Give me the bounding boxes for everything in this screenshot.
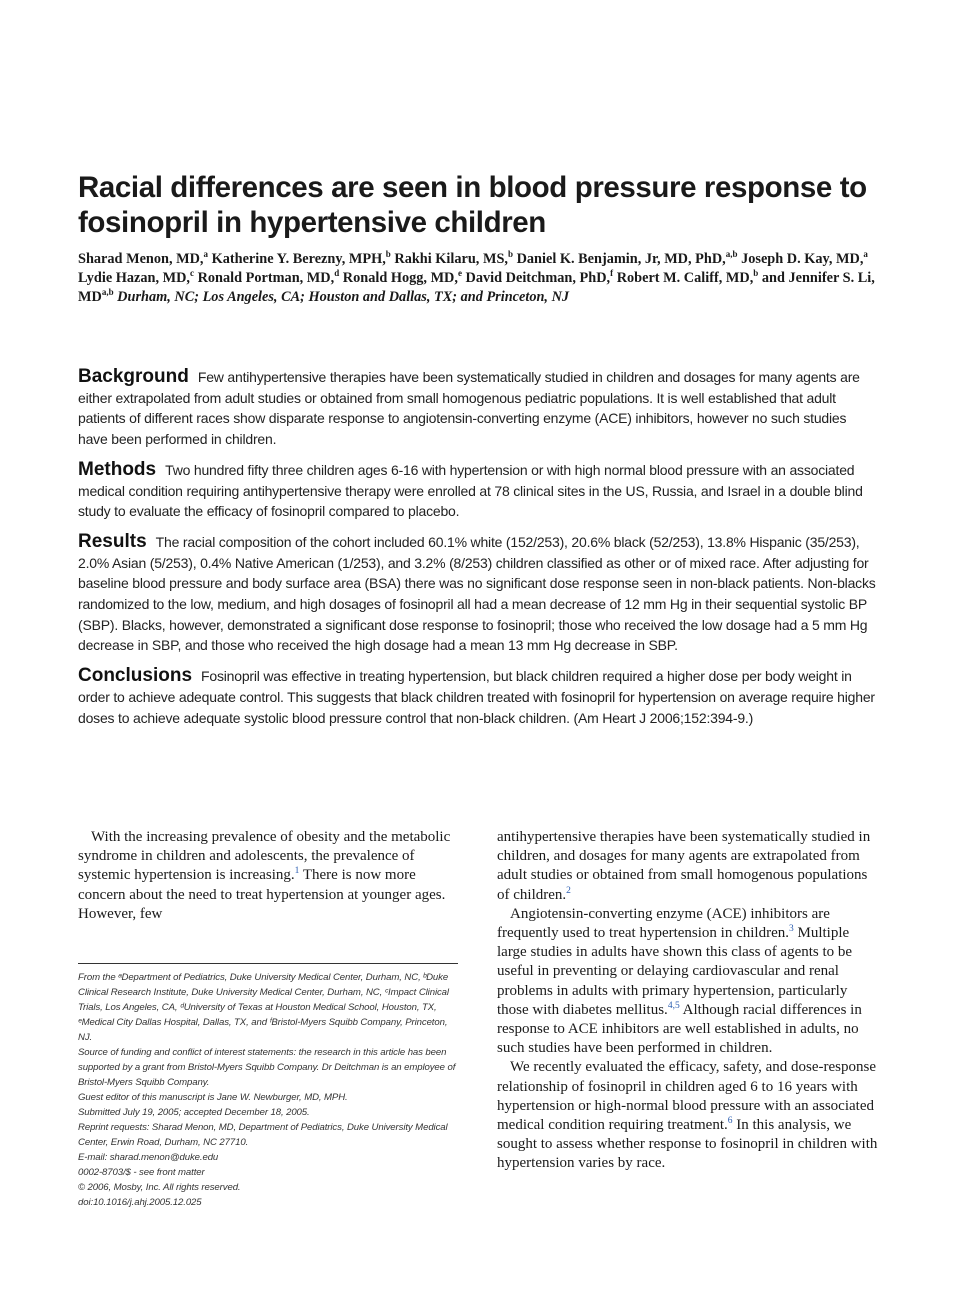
footnote-issn: 0002-8703/$ - see front matter [78,1167,205,1178]
author-affiliation-mark: c [190,268,194,279]
body-text: antihypertensive therapies have been systematically studied in children, and dosages for many agents are extrapolated from adult studies or obtained from small homogenous populations of children. [497,829,871,903]
footnote-divider [78,963,458,964]
author-name: David Deitchman, PhD, [465,270,611,286]
author-affiliation-mark: a,b [101,287,114,298]
author-list [78,250,878,307]
author-affiliation-mark: a [203,249,209,260]
abstract-heading: Background [78,366,189,387]
body-column-right [497,828,879,1174]
footnote-affiliations: From the ᵃDepartment of Pediatrics, Duke University Medical Center, Durham, NC, ᵇDuke Clinical Research Institute, Duke University Medical Center, Durham, NC, ᶜImpact Clinical Trials, Los Angeles, CA, ᵈUniversity of Texas at Houston Medical School, Houston, TX, ᵉMedical City Dallas Hospital, Dallas, TX, and ᶠBristol-Myers Squibb Company, Princeton, NJ. [78,972,449,1043]
reference-link[interactable]: 6 [727,1116,733,1127]
footnote-copyright: © 2006, Mosby, Inc. All rights reserved. [78,1182,241,1193]
abstract-text: The racial composition of the cohort included 60.1% white (152/253), 20.6% black (52/253), 13.8% Hispanic (35/253), 2.0% Asian (5/253), 0.4% Native American (1/253), and 3.2% (8/253) children classified as other or of mixed race. After adjusting for baseline blood pressure and body surface area (BSA) there was no significant dose response seen in non-black patients. Non-blacks randomized to the low, medium, and high dosages of fosinopril all had a mean decrease of 12 mm Hg in their sequential systolic BP (SBP). Blacks, however, demonstrated a significant dose response to fosinopril; those who received the low dosage had a 5 mm Hg decrease in SBP, and those who received the high dosage had a mean 13 mm Hg decrease in SBP. [78,533,876,654]
author-affiliation-mark: b [507,249,513,260]
author-name: Lydie Hazan, MD, [78,270,190,286]
abstract-methods [78,460,878,522]
abstract-heading: Methods [78,458,157,480]
author-name: and Jennifer S. Li, MD [78,270,875,305]
author-name: Daniel K. Benjamin, Jr, MD, PhD, [516,251,726,267]
reference-link[interactable]: 1 [294,866,300,877]
abstract-results [78,532,878,656]
author-affiliation-mark: e [457,268,462,279]
author-affiliation-mark: a [863,249,868,260]
abstract-conclusions [78,666,878,728]
body-text: Angiotensin-converting enzyme (ACE) inhibitors are frequently used to treat hypertension in children. [497,905,830,942]
body-paragraph [497,1058,879,1173]
body-paragraph [497,828,879,905]
body-paragraph [497,905,879,1059]
abstract-text: Few antihypertensive therapies have been systematically studied in children and dosages for many agents are either extrapolated from adult studies or obtained from small homogenous pediatric populations. It is well established that adult patients of different races show disparate response to angiotensin-converting enzyme (ACE) inhibitors, however no such studies have been performed in children. [78,369,860,448]
abstract-heading: Results [78,530,147,552]
footnote-reprints: Reprint requests: Sharad Menon, MD, Department of Pediatrics, Duke University Medical Center, Erwin Road, Durham, NC 27710. [78,1122,448,1148]
footnote-editor: Guest editor of this manuscript is Jane W. Newburger, MD, MPH. [78,1092,348,1103]
abstract-heading: Conclusions [78,665,193,687]
body-text: We recently evaluated the efficacy, safety, and dose-response relationship of fosinopril in children aged 6 to 16 years with hypertension or high-normal blood pressure with an associated medical condition requiring treatment. [497,1059,876,1134]
author-name: Ronald Hogg, MD, [342,270,458,286]
body-text: Although racial differences in response to ACE inhibitors are well established in adults, no such studies have been performed in children. [497,1001,862,1057]
author-name: Robert M. Califf, MD, [616,270,754,286]
abstract-text: Two hundred fifty three children ages 6-16 with hypertension or with high normal blood pressure with an associated medical condition requiring antihypertensive therapy were enrolled at 78 clinical sites in the US, Russia, and Israel in a double blind study to evaluate the efficacy of fosinopril compared to placebo. [78,461,863,520]
author-affiliation-mark: a,b [725,249,738,260]
body-text: There is now more concern about the need to treat hypertension at younger ages. However, few [78,867,446,922]
footnotes [78,970,460,1210]
footnote-doi: doi:10.1016/j.ahj.2005.12.025 [78,1197,202,1208]
author-name: Ronald Portman, MD, [197,270,335,286]
body-paragraph [78,828,458,924]
reference-link[interactable]: 3 [789,924,794,935]
footnote-email: E-mail: sharad.menon@duke.edu [78,1152,219,1163]
reference-link[interactable]: 2 [566,885,571,896]
reference-link[interactable]: 4,5 [667,1000,680,1011]
body-text: Multiple large studies in adults have shown this class of agents to be useful in preventing or delaying cardiovascular and renal problems in adults with primary hypertension, particularly those with diabetes mellitus. [497,925,853,1018]
author-name: Sharad Menon, MD, [78,251,204,267]
body-column-left [78,828,458,924]
body-text: In this analysis, we sought to assess whether response to fosinopril in children with hypertension varies by race. [497,1117,878,1172]
footnote-funding: Source of funding and conflict of interest statements: the research in this article has been supported by a grant from Bristol-Myers Squibb Company. Dr Deitchman is an employee of Bristol-Myers Squibb Company. [78,1047,456,1088]
abstract-text: Fosinopril was effective in treating hypertension, but black children required a higher dose per body weight in order to achieve adequate control. This suggests that black children treated with fosinopril for hypertension on average require higher doses to achieve adequate systolic blood pressure control that non-black children. (Am Heart J 2006;152:394-9.) [78,668,875,726]
author-name: Katherine Y. Berezny, MPH, [211,251,386,267]
author-affiliation-mark: f [610,268,614,279]
author-affiliation-mark: b [385,249,391,260]
body-text: With the increasing prevalence of obesity and the metabolic syndrome in children and adolescents, the prevalence of systemic hypertension is increasing. [78,829,451,884]
author-affiliation-mark: d [334,268,340,279]
abstract [78,367,878,738]
article-title: Racial differences are seen in blood pressure response to fosinopril in hypertensive children [78,171,867,239]
author-name: Rakhi Kilaru, MS, [394,251,508,267]
author-affiliation-mark: b [753,268,759,279]
author-locations: Durham, NC; Los Angeles, CA; Houston and Dallas, TX; and Princeton, NJ [117,289,570,305]
footnote-submitted: Submitted July 19, 2005; accepted December 18, 2005. [78,1107,310,1118]
author-name: Joseph D. Kay, MD, [741,251,864,267]
abstract-background [78,367,878,450]
